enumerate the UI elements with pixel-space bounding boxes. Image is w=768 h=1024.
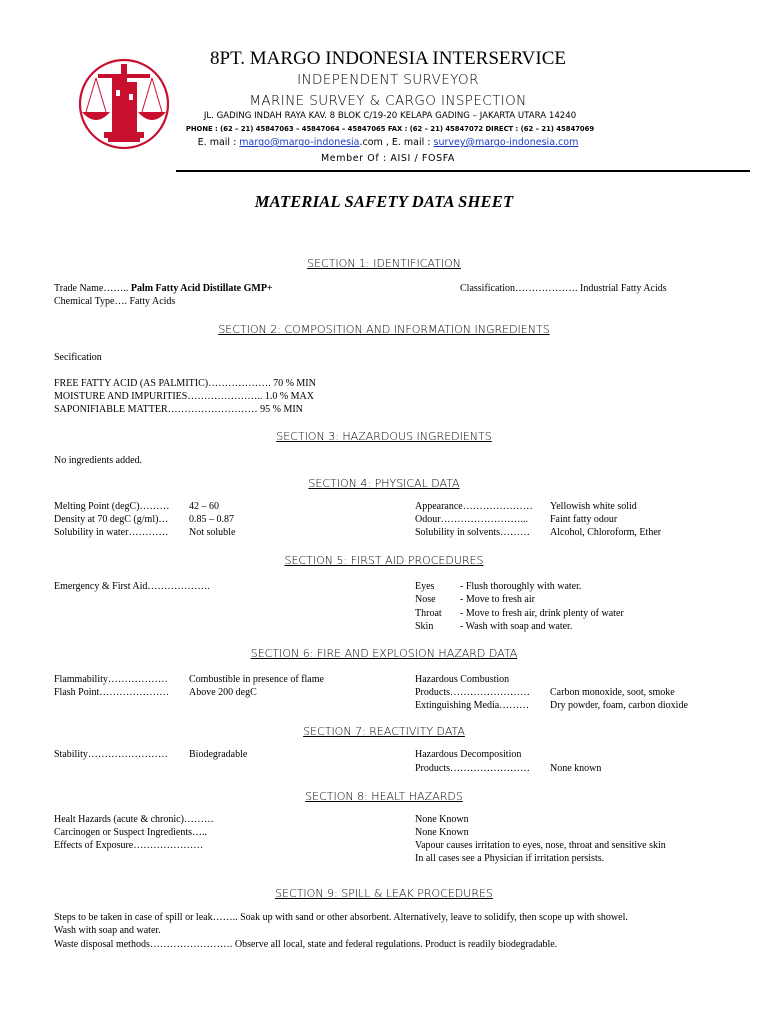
solubility-water-label: Solubility in water………… xyxy=(54,527,169,538)
classification xyxy=(460,283,667,294)
first-aid-nose: Nose xyxy=(415,594,436,605)
first-aid-skin: Skin xyxy=(415,621,434,632)
first-aid-label: Emergency & First Aid………………. xyxy=(54,581,210,592)
trade-name-value: Palm Fatty Acid Distillate GMP+ xyxy=(130,283,273,294)
company-name: 8PT. MARGO INDONESIA INTERSERVICE xyxy=(210,48,566,69)
extinguishing-media-value: Dry powder, foam, carbon dioxide xyxy=(550,700,688,711)
classification-value: Industrial Fatty Acids xyxy=(580,283,667,294)
flash-point-label: Flash Point………………… xyxy=(54,687,170,698)
spec-row-ffa: FREE FATTY ACID (AS PALMITIC)………………. 70 % MIN xyxy=(54,378,316,389)
spec-row-moisture: MOISTURE AND IMPURITIES………………….. 1.0 % MAX xyxy=(54,391,315,402)
density-value: 0.85 – 0.87 xyxy=(189,514,234,525)
trade-name xyxy=(54,283,273,294)
email-link-1[interactable]: margo@margo-indonesia xyxy=(239,137,360,148)
section-4-heading: SECTION 4: PHYSICAL DATA xyxy=(308,477,460,490)
chemical-type: Chemical Type…. Fatty Acids xyxy=(54,296,176,307)
document-title: MATERIAL SAFETY DATA SHEET xyxy=(254,192,514,211)
decomposition-products-value: None known xyxy=(550,763,602,774)
spec-row-saponifiable: SAPONIFIABLE MATTER……………………… 95 % MIN xyxy=(54,404,303,415)
section-9-heading: SECTION 9: SPILL & LEAK PROCEDURES xyxy=(275,887,493,900)
section-8-heading: SECTION 8: HEALT HAZARDS xyxy=(305,790,463,803)
trade-name-label: Trade Name…….. xyxy=(54,283,131,294)
solubility-solvents-value: Alcohol, Chloroform, Ether xyxy=(550,527,662,538)
section-5-heading: SECTION 5: FIRST AID PROCEDURES xyxy=(284,554,484,567)
section-7-heading: SECTION 7: REACTIVITY DATA xyxy=(303,725,465,738)
appearance-value: Yellowish white solid xyxy=(550,501,637,512)
stability-label: Stability…………………… xyxy=(54,749,168,760)
melting-point-label: Melting Point (degC)……… xyxy=(54,501,170,512)
company-logo-scales-icon xyxy=(78,50,170,158)
carcinogen-value: None Known xyxy=(415,827,469,838)
odour-value: Faint fatty odour xyxy=(550,514,618,525)
effects-exposure-label: Effects of Exposure………………… xyxy=(54,840,204,851)
hazardous-decomposition-label: Hazardous Decomposition xyxy=(415,749,522,760)
section-1-heading: SECTION 1: IDENTIFICATION xyxy=(307,257,461,270)
solubility-water-value: Not soluble xyxy=(189,527,236,538)
waste-disposal: Waste disposal methods……………………. Observe all local, state and federal regulations. Product is readily biodegradable. xyxy=(54,939,558,950)
company-emails xyxy=(178,137,598,148)
first-aid-skin-action: - Wash with soap and water. xyxy=(460,621,573,632)
membership: Member Of : AISI / FOSFA xyxy=(321,153,455,164)
hazardous-combustion-label: Hazardous Combustion xyxy=(415,674,510,685)
first-aid-eyes: Eyes xyxy=(415,581,435,592)
health-hazards-label: Healt Hazards (acute & chronic)……… xyxy=(54,814,214,825)
appearance-label: Appearance………………… xyxy=(415,501,533,512)
section-6-heading: SECTION 6: FIRE AND EXPLOSION HAZARD DATA xyxy=(250,647,518,660)
header-subtitle-2: MARINE SURVEY & CARGO INSPECTION xyxy=(249,93,527,109)
decomposition-products-label: Products…………………… xyxy=(415,763,530,774)
combustion-products-value: Carbon monoxide, soot, smoke xyxy=(550,687,675,698)
first-aid-throat: Throat xyxy=(415,608,442,619)
email-label-1: E. mail : xyxy=(197,137,240,148)
physician-note: In all cases see a Physician if irritation persists. xyxy=(415,853,605,864)
header-divider xyxy=(176,170,750,172)
health-hazards-value: None Known xyxy=(415,814,469,825)
flammability-label: Flammability……………… xyxy=(54,674,168,685)
spill-steps: Steps to be taken in case of spill or leak…….. Soak up with sand or other absorbent. Alternatively, leave to solidify, then scope up with showel. xyxy=(54,912,628,923)
carcinogen-label: Carcinogen or Suspect Ingredients….. xyxy=(54,827,208,838)
email-label-2: , E. mail : xyxy=(382,137,434,148)
effects-exposure-value: Vapour causes irritation to eyes, nose, throat and sensitive skin xyxy=(415,840,666,851)
hazardous-ingredients-text: No ingredients added. xyxy=(54,455,143,466)
email-link-1-tail: .com xyxy=(359,137,383,148)
extinguishing-media-label: Extinguishing Media……… xyxy=(415,700,530,711)
solubility-solvents-label: Solubility in solvents……… xyxy=(415,527,531,538)
section-3-heading: SECTION 3: HAZARDOUS INGREDIENTS xyxy=(276,430,492,443)
melting-point-value: 42 – 60 xyxy=(189,501,219,512)
header-subtitle-1: INDEPENDENT SURVEYOR xyxy=(297,72,479,88)
density-label: Density at 70 degC (g/ml)… xyxy=(54,514,169,525)
odour-label: Odour……………………... xyxy=(415,514,529,525)
spill-wash: Wash with soap and water. xyxy=(54,925,161,936)
stability-value: Biodegradable xyxy=(189,749,248,760)
specification-label: Secification xyxy=(54,352,102,363)
company-address: JL. GADING INDAH RAYA KAV. 8 BLOK C/19-20 KELAPA GADING – JAKARTA UTARA 14240 xyxy=(203,111,577,121)
email-link-2[interactable]: survey@margo-indonesia.com xyxy=(433,137,579,148)
combustion-products-label: Products…………………… xyxy=(415,687,530,698)
flammability-value: Combustible in presence of flame xyxy=(189,674,324,685)
flash-point-value: Above 200 degC xyxy=(189,687,257,698)
first-aid-eyes-action: - Flush thoroughly with water. xyxy=(460,581,582,592)
first-aid-throat-action: - Move to fresh air, drink plenty of water xyxy=(460,608,624,619)
classification-label: Classification………………. xyxy=(460,283,578,294)
company-phone: PHONE : (62 – 21) 45847063 – 45847064 – 45847065 FAX : (62 – 21) 45847072 DIRECT : (62 – 21) 45847069 xyxy=(185,125,595,133)
section-2-heading: SECTION 2: COMPOSITION AND INFORMATION INGREDIENTS xyxy=(218,323,550,336)
first-aid-nose-action: - Move to fresh air xyxy=(460,594,535,605)
